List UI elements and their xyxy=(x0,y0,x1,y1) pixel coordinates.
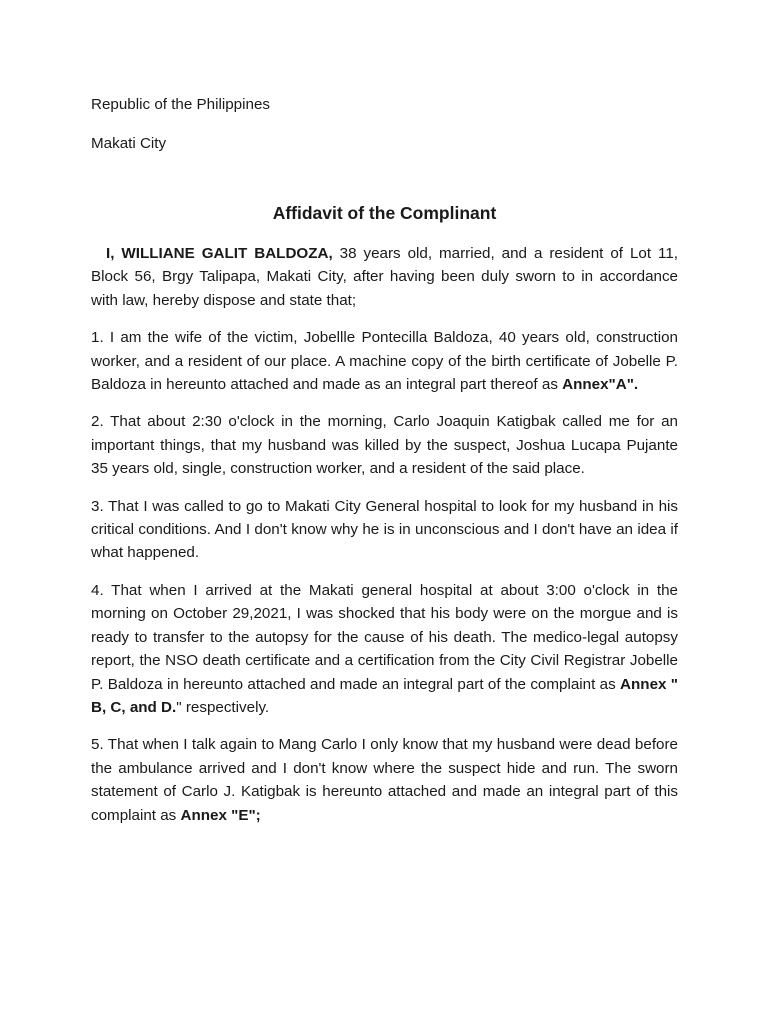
paragraph-5-text: 5. That when I talk again to Mang Carlo I only know that my husband were dead before the ambulance arrived and I don't know where the suspect hide and run. The sworn statement of Carlo J. Katigbak is hereunto attached and made an integral part of this complaint as xyxy=(91,736,678,824)
paragraph-4-text: 4. That when I arrived at the Makati general hospital at about 3:00 o'clock in the morning on October 29,2021, I was shocked that his body were on the morgue and is ready to transfer to the autopsy for the cause of his death. The medico-legal autopsy report, the NSO death certificate and a certification from the City Civil Registrar Jobelle P. Baldoza in hereunto attached and made an integral part of the complaint as xyxy=(91,581,678,693)
paragraph-2: 2. That about 2:30 o'clock in the morning, Carlo Joaquin Katigbak called me for an important things, that my husband was killed by the suspect, Joshua Lucapa Pujante 35 years old, single, construction worker, and a resident of the said place. xyxy=(91,413,678,478)
annex-e-label: Annex "E"; xyxy=(180,806,261,824)
affidavit-document xyxy=(91,94,678,827)
paragraph-1 xyxy=(91,326,678,396)
paragraph-4 xyxy=(91,579,678,719)
intro-paragraph xyxy=(91,242,678,312)
header-city: Makati City xyxy=(91,135,167,152)
intro-text: 38 years old, married, and a resident of Lot 11, Block 56, Brgy Talipapa, Makati City, after having been duly sworn to in accordance with law, hereby dispose and state that; xyxy=(91,245,678,309)
paragraph-3: 3. That I was called to go to Makati City General hospital to look for my husband in his critical conditions. And I don't know why he is in unconscious and I don't have an idea if what happened. xyxy=(91,497,678,562)
paragraph-5 xyxy=(91,733,678,827)
affiant-name: I, WILLIANE GALIT BALDOZA, xyxy=(106,245,333,262)
annex-a-label: Annex"A". xyxy=(562,376,639,394)
document-title: Affidavit of the Complinant xyxy=(272,203,497,223)
paragraph-4-tail: " respectively. xyxy=(176,698,270,716)
header-country: Republic of the Philippines xyxy=(91,96,270,113)
paragraph-1-text: 1. I am the wife of the victim, Jobellle Pontecilla Baldoza, 40 years old, construction worker, and a resident of our place. A machine copy of the birth certificate of Jobelle P. Baldoza in hereunto attached and made as an integral part thereof as xyxy=(91,329,678,394)
annex-bcd-label: Annex " B, C, and D. xyxy=(91,675,678,716)
